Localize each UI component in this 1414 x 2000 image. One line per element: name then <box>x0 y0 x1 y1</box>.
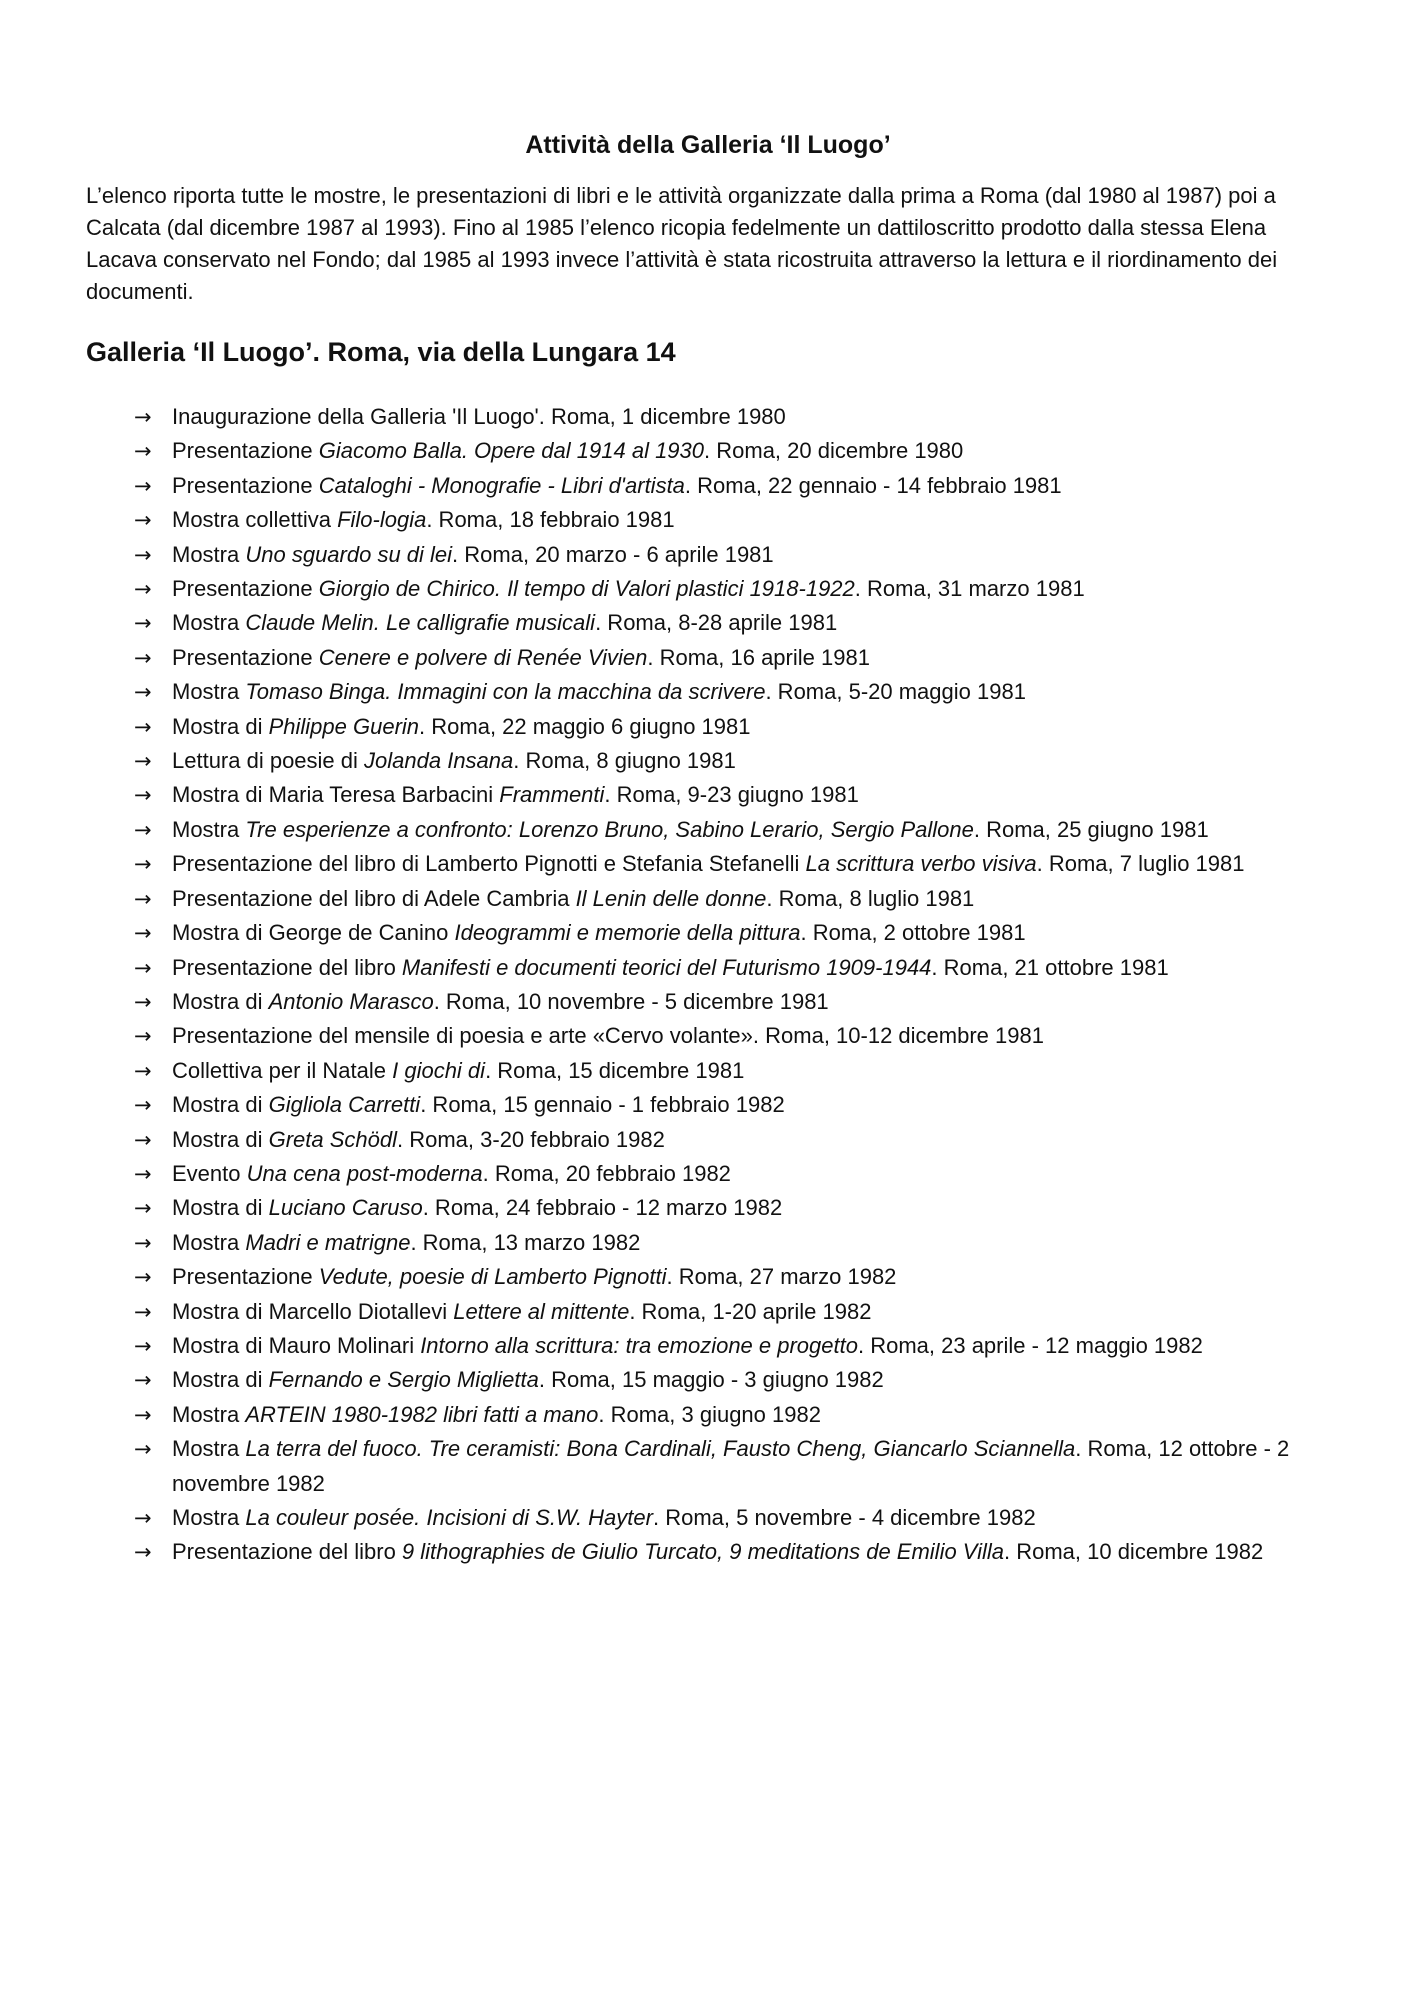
event-prefix: Collettiva per il Natale <box>172 1057 393 1083</box>
event-suffix: . Roma, 8 luglio 1981 <box>766 885 975 911</box>
event-prefix: Mostra di George de Canino <box>172 920 455 946</box>
event-work-title: 9 lithographies de Giulio Turcato, 9 meditations de Emilio Villa <box>401 1539 1004 1565</box>
event-prefix: Presentazione <box>172 472 319 498</box>
event-prefix: Mostra di <box>172 1195 269 1221</box>
list-item <box>134 813 1330 847</box>
event-suffix: . Roma, 3 giugno 1982 <box>598 1401 821 1427</box>
event-text <box>172 1505 1036 1530</box>
list-item <box>134 882 1330 916</box>
event-text <box>172 1161 731 1186</box>
event-suffix: . Roma, 27 marzo 1982 <box>666 1264 897 1290</box>
event-work-title: Greta Schödl <box>268 1126 397 1152</box>
list-item <box>134 675 1330 709</box>
list-item <box>134 744 1330 778</box>
event-work-title: Il Lenin delle donne <box>575 885 767 911</box>
event-prefix: Mostra <box>172 541 246 567</box>
document-title: Attività della Galleria ‘Il Luogo’ <box>525 131 891 159</box>
event-work-title: Lettere al mittente <box>453 1298 630 1324</box>
arrow-right-icon: → <box>134 1058 152 1083</box>
event-prefix: Mostra di <box>172 713 269 739</box>
arrow-right-icon: → <box>134 817 152 842</box>
event-prefix: Inaugurazione della Galleria 'Il Luogo'. Roma, 1 dicembre 1980 <box>172 404 786 429</box>
event-suffix: . Roma, 13 marzo 1982 <box>410 1229 641 1255</box>
list-item <box>134 710 1330 744</box>
arrow-right-icon: → <box>134 921 152 946</box>
list-item <box>134 1088 1330 1122</box>
event-work-title: Jolanda Insana <box>364 748 514 774</box>
event-text <box>172 817 1209 842</box>
arrow-right-icon: → <box>134 611 152 636</box>
event-prefix: Mostra di <box>172 988 269 1014</box>
event-prefix: Presentazione del libro <box>172 954 402 980</box>
event-suffix: . Roma, 8-28 aprile 1981 <box>595 610 838 636</box>
event-work-title: Giorgio de Chirico. Il tempo di Valori plastici 1918-1922 <box>318 576 855 602</box>
event-suffix: . Roma, 20 febbraio 1982 <box>482 1160 731 1186</box>
event-work-title: ARTEIN 1980-1982 libri fatti a mano <box>245 1401 599 1427</box>
event-text <box>172 1092 785 1117</box>
event-work-title: Giacomo Balla. Opere dal 1914 al 1930 <box>318 438 705 464</box>
event-suffix: . Roma, 31 marzo 1981 <box>854 576 1085 602</box>
event-text <box>172 1402 821 1427</box>
arrow-right-icon: → <box>134 508 152 533</box>
event-prefix: Mostra di Marcello Diotallevi <box>172 1298 454 1324</box>
event-work-title: Luciano Caruso <box>268 1195 423 1221</box>
arrow-right-icon: → <box>134 749 152 774</box>
event-work-title: Filo-logia <box>337 507 427 533</box>
event-text <box>172 679 1026 704</box>
event-text <box>172 989 829 1014</box>
list-item <box>134 469 1330 503</box>
arrow-right-icon: → <box>134 886 152 911</box>
arrow-right-icon: → <box>134 1368 152 1393</box>
event-prefix: Presentazione <box>172 576 319 602</box>
arrow-right-icon: → <box>134 783 152 808</box>
event-work-title: Cataloghi - Monografie - Libri d'artista <box>318 472 685 498</box>
arrow-right-icon: → <box>134 1437 152 1462</box>
event-prefix: Presentazione del libro di Adele Cambria <box>172 885 576 911</box>
arrow-right-icon: → <box>134 542 152 567</box>
event-prefix: Mostra collettiva <box>172 507 338 533</box>
event-work-title: Antonio Marasco <box>268 988 434 1014</box>
event-work-title: Manifesti e documenti teorici del Futurismo 1909-1944 <box>401 954 932 980</box>
arrow-right-icon: → <box>134 1506 152 1530</box>
event-text <box>172 1367 884 1392</box>
event-suffix: . Roma, 16 aprile 1981 <box>647 644 870 670</box>
event-suffix: . Roma, 15 dicembre 1981 <box>485 1057 745 1083</box>
event-text <box>172 404 786 429</box>
event-prefix: Mostra di <box>172 1367 269 1393</box>
list-item <box>134 951 1330 985</box>
event-text <box>172 886 974 911</box>
event-text <box>172 782 859 807</box>
event-work-title: I giochi di <box>392 1057 486 1083</box>
event-work-title: Frammenti <box>499 782 605 808</box>
arrow-right-icon: → <box>134 1161 152 1186</box>
arrow-right-icon: → <box>134 577 152 602</box>
event-work-title: Vedute, poesie di Lamberto Pignotti <box>318 1264 667 1290</box>
event-prefix: Presentazione del libro <box>172 1539 402 1565</box>
event-work-title: Philippe Guerin <box>268 713 420 739</box>
arrow-right-icon: → <box>134 989 152 1014</box>
event-suffix: . Roma, 22 maggio 6 giugno 1981 <box>419 713 751 739</box>
event-text <box>172 473 1062 498</box>
list-item <box>134 1398 1330 1432</box>
event-prefix: Mostra <box>172 816 246 842</box>
event-prefix: Mostra <box>172 610 246 636</box>
list-item <box>134 606 1330 640</box>
event-prefix: Presentazione <box>172 1264 319 1290</box>
list-item <box>134 1019 1330 1053</box>
event-prefix: Mostra <box>172 679 246 705</box>
arrow-right-icon: → <box>134 645 152 670</box>
event-text <box>172 507 675 532</box>
arrow-right-icon: → <box>134 1333 152 1358</box>
event-suffix: . Roma, 15 gennaio - 1 febbraio 1982 <box>420 1092 785 1118</box>
list-item <box>134 641 1330 675</box>
list-item <box>134 916 1330 950</box>
event-text <box>172 645 870 670</box>
event-prefix: Mostra <box>172 1401 246 1427</box>
event-text <box>172 920 1026 945</box>
event-text <box>172 1195 782 1220</box>
event-work-title: Una cena post-moderna <box>246 1160 483 1186</box>
list-item <box>134 400 1330 434</box>
list-item <box>134 1157 1330 1191</box>
event-suffix: . Roma, 9-23 giugno 1981 <box>604 782 859 808</box>
event-suffix: . Roma, 5-20 maggio 1981 <box>765 679 1026 705</box>
arrow-right-icon: → <box>134 1230 152 1255</box>
section-title: Galleria ‘Il Luogo’. Roma, via della Lungara 14 <box>86 337 676 367</box>
arrow-right-icon: → <box>134 1196 152 1221</box>
event-text <box>172 1333 1203 1358</box>
arrow-right-icon: → <box>134 473 152 498</box>
list-item <box>134 434 1330 468</box>
list-item <box>134 778 1330 812</box>
event-suffix: . Roma, 7 luglio 1981 <box>1036 851 1245 877</box>
arrow-right-icon: → <box>134 1402 152 1427</box>
event-work-title: Tomaso Binga. Immagini con la macchina da scrivere <box>245 679 766 705</box>
event-suffix: . Roma, 21 ottobre 1981 <box>931 954 1169 980</box>
list-item <box>134 503 1330 537</box>
event-suffix: . Roma, 1-20 aprile 1982 <box>629 1298 872 1324</box>
event-suffix: . Roma, 10 novembre - 5 dicembre 1981 <box>433 988 829 1014</box>
list-item <box>134 1501 1330 1535</box>
arrow-right-icon: → <box>134 852 152 877</box>
list-item <box>134 1054 1330 1088</box>
event-suffix: . Roma, 2 ottobre 1981 <box>800 920 1026 946</box>
event-work-title: Ideogrammi e memorie della pittura <box>454 920 801 946</box>
event-text <box>172 748 736 773</box>
event-prefix: Mostra <box>172 1505 246 1530</box>
arrow-right-icon: → <box>134 405 152 429</box>
event-suffix: . Roma, 5 novembre - 4 dicembre 1982 <box>652 1505 1036 1530</box>
list-item <box>134 538 1330 572</box>
event-prefix: Presentazione <box>172 438 319 464</box>
event-work-title: La couleur posée. Incisioni di S.W. Hayter <box>245 1505 653 1530</box>
event-work-title: Madri e matrigne <box>245 1229 411 1255</box>
event-text <box>172 714 750 739</box>
events-list <box>86 400 1330 1570</box>
arrow-right-icon: → <box>134 1127 152 1152</box>
event-suffix: . Roma, 22 gennaio - 14 febbraio 1981 <box>684 472 1062 498</box>
list-item <box>134 985 1330 1019</box>
event-text <box>172 610 837 635</box>
event-text <box>172 1023 1044 1048</box>
arrow-right-icon: → <box>134 955 152 980</box>
event-prefix: Mostra di Mauro Molinari <box>172 1332 421 1358</box>
event-work-title: La scrittura verbo visiva <box>805 851 1037 877</box>
event-text <box>172 955 1169 980</box>
list-item <box>134 1191 1330 1225</box>
event-prefix: Mostra <box>172 1229 246 1255</box>
event-work-title: Fernando e Sergio Miglietta <box>268 1367 539 1393</box>
event-prefix: Presentazione <box>172 644 319 670</box>
event-work-title: Intorno alla scrittura: tra emozione e progetto <box>420 1332 858 1358</box>
event-text <box>172 542 774 567</box>
arrow-right-icon: → <box>134 1299 152 1324</box>
arrow-right-icon: → <box>134 439 152 464</box>
event-prefix: Mostra <box>172 1436 246 1462</box>
event-suffix: . Roma, 8 giugno 1981 <box>513 748 736 774</box>
event-suffix: . Roma, 10 dicembre 1982 <box>1003 1539 1264 1565</box>
event-text <box>172 1264 896 1289</box>
event-suffix: . Roma, 3-20 febbraio 1982 <box>397 1126 665 1152</box>
list-item <box>134 1329 1330 1363</box>
event-text <box>172 1230 640 1255</box>
event-prefix: Presentazione del mensile di poesia e arte «Cervo volante». Roma, 10-12 dicembre 1981 <box>172 1023 1044 1049</box>
event-text <box>172 851 1245 876</box>
event-work-title: Cenere e polvere di Renée Vivien <box>318 644 648 670</box>
arrow-right-icon: → <box>134 1024 152 1049</box>
event-text <box>172 1436 1289 1495</box>
list-item <box>134 1535 1330 1569</box>
event-text <box>172 1127 665 1152</box>
arrow-right-icon: → <box>134 680 152 705</box>
intro-paragraph: L’elenco riporta tutte le mostre, le presentazioni di libri e le attività organizzate dalla prima a Roma (dal 1980 al 1987) poi a Calcata (dal dicembre 1987 al 1993). Fino al 1985 l’elenco ricopia fedelmente un dattiloscritto prodotto dalla stessa Elena Lacava conservato nel Fondo; dal 1985 al 1993 invece l’attività è stata ricostruita attraverso la lettura e il riordinamento dei documenti. <box>86 183 1278 304</box>
event-text <box>172 1299 871 1324</box>
event-prefix: Mostra di Maria Teresa Barbacini <box>172 782 500 808</box>
event-text <box>172 576 1085 601</box>
list-item <box>134 1226 1330 1260</box>
arrow-right-icon: → <box>134 1093 152 1118</box>
arrow-right-icon: → <box>134 714 152 739</box>
event-work-title: Tre esperienze a confronto: Lorenzo Bruno, Sabino Lerario, Sergio Pallone <box>245 816 974 842</box>
event-text <box>172 438 963 463</box>
event-prefix: Mostra di <box>172 1126 269 1152</box>
list-item <box>134 1123 1330 1157</box>
event-text <box>172 1058 744 1083</box>
event-suffix: . Roma, 18 febbraio 1981 <box>426 507 675 533</box>
event-suffix: . Roma, 20 dicembre 1980 <box>704 438 964 464</box>
arrow-right-icon: → <box>134 1540 152 1565</box>
event-suffix: . Roma, 24 febbraio - 12 marzo 1982 <box>422 1195 783 1221</box>
list-item <box>134 1432 1330 1501</box>
document-page <box>86 128 1330 1570</box>
list-item <box>134 1260 1330 1294</box>
event-suffix: . Roma, 25 giugno 1981 <box>973 816 1209 842</box>
list-item <box>134 572 1330 606</box>
list-item <box>134 847 1330 881</box>
event-suffix: . Roma, 15 maggio - 3 giugno 1982 <box>538 1367 884 1393</box>
list-item <box>134 1295 1330 1329</box>
list-item <box>134 1363 1330 1397</box>
event-suffix: . Roma, 20 marzo - 6 aprile 1981 <box>452 541 774 567</box>
event-work-title: Claude Melin. Le calligrafie musicali <box>245 610 596 636</box>
event-prefix: Mostra di <box>172 1092 269 1118</box>
event-prefix: Lettura di poesie di <box>172 748 365 774</box>
event-prefix: Evento <box>172 1160 247 1186</box>
event-work-title: La terra del fuoco. Tre ceramisti: Bona Cardinali, Fausto Cheng, Giancarlo Sciannella <box>245 1436 1076 1462</box>
event-prefix: Presentazione del libro di Lamberto Pignotti e Stefania Stefanelli <box>172 851 806 877</box>
event-suffix: . Roma, 12 ottobre - 2 novembre 1982 <box>172 1436 1290 1496</box>
event-text <box>172 1539 1263 1564</box>
event-work-title: Uno sguardo su di lei <box>245 541 453 567</box>
event-suffix: . Roma, 23 aprile - 12 maggio 1982 <box>857 1332 1203 1358</box>
event-work-title: Gigliola Carretti <box>268 1092 421 1118</box>
arrow-right-icon: → <box>134 1265 152 1290</box>
